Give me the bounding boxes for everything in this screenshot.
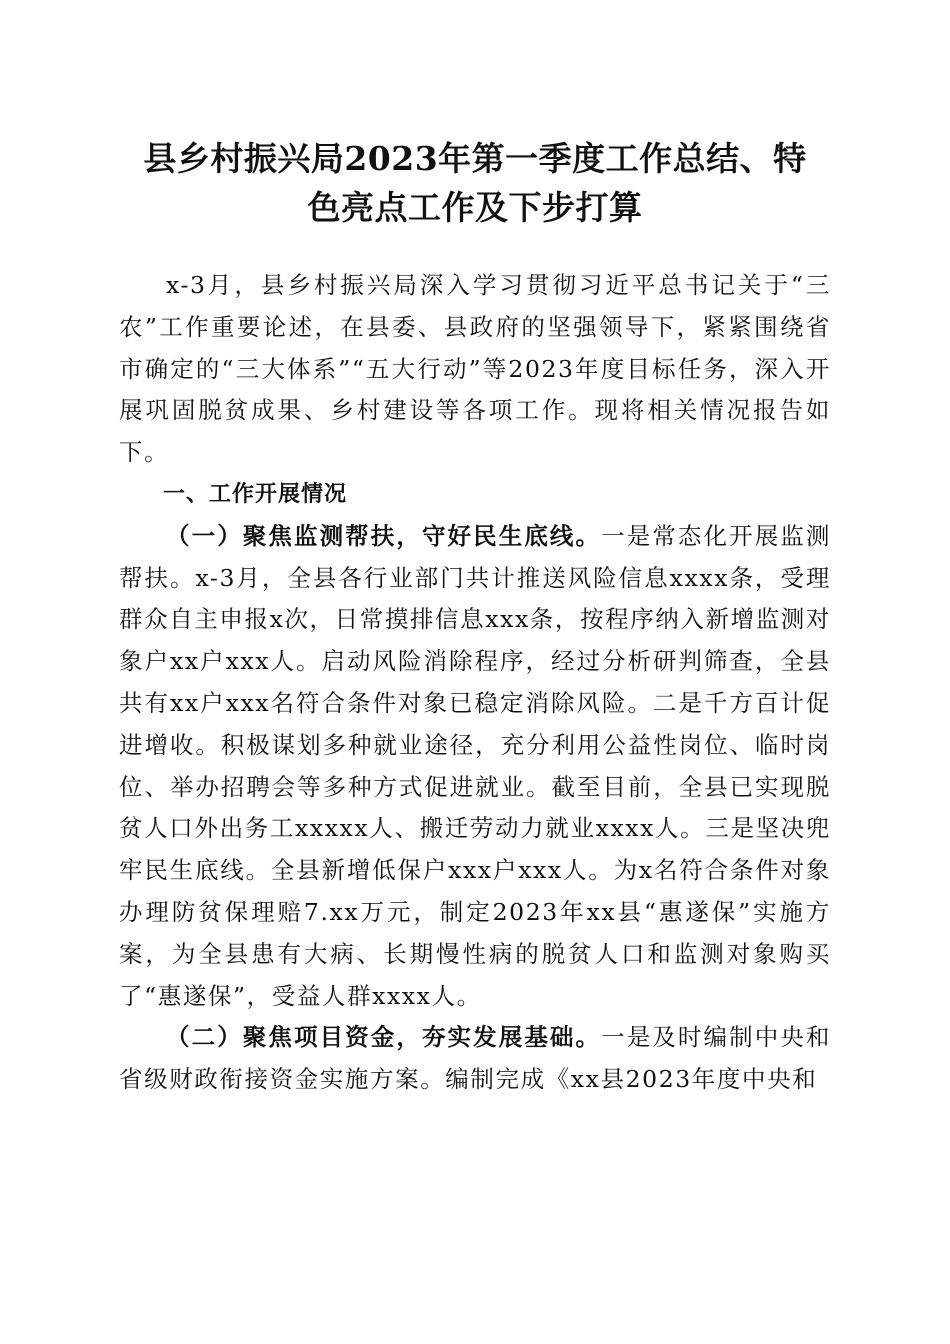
title-line-1: 县乡村振兴局2023年第一季度工作总结、特 (143, 139, 807, 178)
intro-paragraph: x-3月，县乡村振兴局深入学习贯彻习近平总书记关于“三农”工作重要论述，在县委、县政府的坚强领导下，紧紧围绕省市确定的“三大体系”“五大行动”等2023年度目标任务，深入开展巩固脱贫成果、乡村建设等各项工作。现将相关情况报告如下。 (119, 271, 831, 467)
subsection-lead-2: （二）聚焦项目资金，夯实发展基础。 (166, 1023, 602, 1052)
subsection-text-1: 一是常态化开展监测帮扶。x-3月，全县各行业部门共计推送风险信息xxxx条，受理群众自主申报x次，日常摸排信息xxx条，按程序纳入新增监测对象户xx户xxx人。启动风险消除程序，经过分析研判筛查，全县共有xx户xxx名符合条件对象已稳定消除风险。二是千方百计促进增收。积极谋划多种就业途径，充分利用公益性岗位、临时岗位、举办招聘会等多种方式促进就业。截至目前，全县已实现脱贫人口外出务工xxxxx人、搬迁劳动力就业xxxx人。三是坚决兜牢民生底线。全县新增低保户xxx户xxx人。为x名符合条件对象办理防贫保理赔7.xx万元，制定2023年xx县“惠遂保”实施方案，为全县患有大病、长期慢性病的脱贫人口和监测对象购买了“惠遂保”，受益人群xxxx人。 (119, 521, 832, 1010)
subsection-lead-1: （一）聚焦监测帮扶，守好民生底线。 (166, 521, 602, 550)
title-line-2: 色亮点工作及下步打算 (307, 188, 643, 227)
document-title (120, 134, 830, 232)
document-body (119, 265, 831, 1101)
subsection-paragraph-2 (119, 1017, 831, 1101)
section-heading-1: 一、工作开展情况 (163, 481, 348, 507)
subsection-text-2: 一是及时编制中央和省级财政衔接资金实施方案。编制完成《xx县2023年度中央和 (119, 1023, 831, 1094)
subsection-paragraph-1 (119, 516, 831, 1018)
